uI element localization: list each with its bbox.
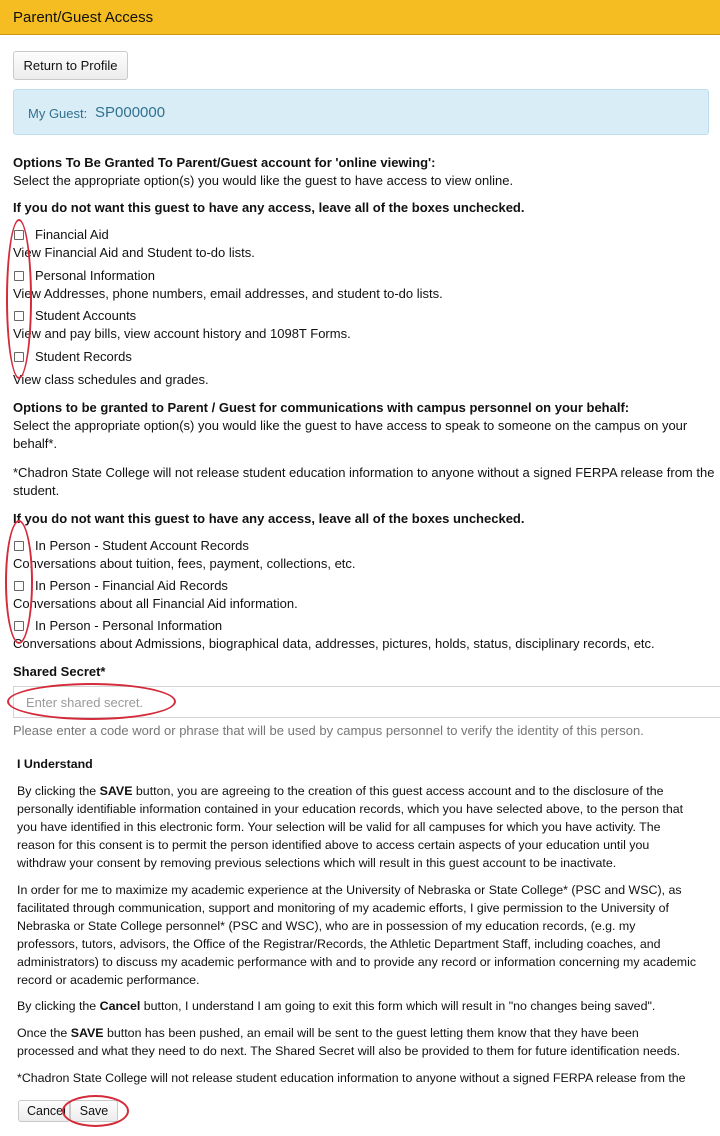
consent-line: reason for this consent is to permit the person identified above to access certain aspects of your education until you [17,838,650,852]
option-label-student-records: Student Records [35,349,132,364]
option-desc-student-account-records: Conversations about tuition, fees, payment, collections, etc. [13,556,356,571]
consent-line: Once the SAVE button has been pushed, an email will be sent to the guest letting them know that they have been [17,1026,639,1040]
option-label-personal-information-in-person: In Person - Personal Information [35,618,223,633]
page-header [0,0,720,35]
consent-line: withdraw your consent by removing previous selections which will result in this guest account to be inactivate. [17,856,617,870]
option-desc-financial-aid: View Financial Aid and Student to-do lists. [13,245,255,260]
checkbox-student-records[interactable] [14,352,24,362]
shared-secret-input[interactable] [13,686,720,718]
consent-line: *Chadron State College will not release student education information to anyone without a signed FERPA release from the [17,1071,686,1085]
option-label-personal-information: Personal Information [35,268,155,283]
save-button[interactable]: Save [70,1100,118,1122]
shared-secret-hint: Please enter a code word or phrase that will be used by campus personnel to verify the identity of this person. [13,723,644,738]
option-desc-personal-information: View Addresses, phone numbers, email addresses, and student to-do lists. [13,286,443,301]
consent-line: you have identified in this electronic form. Your selection will be valid for all campuses for which you have activity. The [17,820,661,834]
option-label-financial-aid: Financial Aid [35,227,109,242]
consent-line: Nebraska or State College personnel* (PSC and WSC), who are in possession of my education records, (e.g. my [17,919,636,933]
checkbox-financial-aid[interactable] [14,230,24,240]
option-desc-financial-aid-records: Conversations about all Financial Aid information. [13,596,298,611]
checkbox-student-accounts[interactable] [14,311,24,321]
return-to-profile-button[interactable]: Return to Profile [13,51,128,80]
comm-options-warning: If you do not want this guest to have any access, leave all of the boxes unchecked. [13,511,525,526]
ferpa-note-1: *Chadron State College will not release student education information to anyone without a signed FERPA release from the [13,465,715,480]
consent-line: By clicking the SAVE button, you are agreeing to the creation of this guest access account and to the disclosure of the [17,784,664,798]
consent-paragraph-3 [17,997,707,1015]
comm-options-subtext-2: behalf*. [13,436,58,451]
guest-label: My Guest: [28,106,88,121]
guest-info-box [13,89,709,135]
consent-line: By clicking the Cancel button, I understand I am going to exit this form which will result in "no changes being saved". [17,999,656,1013]
consent-line: professors, tutors, advisors, the Office of the Registrar/Records, the Athletic Department Staff, including coaches, and [17,937,661,951]
consent-line: processed and what they need to do next. The Shared Secret will also be provided to them for future identification needs. [17,1044,681,1058]
consent-paragraph-4 [17,1024,707,1060]
page-title: Parent/Guest Access [13,9,154,26]
option-desc-student-records: View class schedules and grades. [13,372,209,387]
consent-line: personally identifiable information contained in your education records, which you have selected above, to the person that [17,802,684,816]
consent-paragraph-5 [17,1069,707,1087]
consent-line: record or academic performance. [17,973,200,987]
ferpa-note-2: student. [13,483,60,498]
comm-options-heading: Options to be granted to Parent / Guest for communications with campus personnel on your behalf: [13,400,630,415]
consent-paragraph-2 [17,881,707,989]
consent-line: administrators) to discuss my academic performance with and to provide any record or information concerning my academic [17,955,697,969]
option-desc-student-accounts: View and pay bills, view account history and 1098T Forms. [13,326,351,341]
understand-heading: I Understand [17,757,93,771]
option-label-student-account-records: In Person - Student Account Records [35,538,249,553]
checkbox-student-account-records[interactable] [14,541,24,551]
checkbox-financial-aid-records[interactable] [14,581,24,591]
guest-id: SP000000 [95,104,166,121]
consent-line: In order for me to maximize my academic experience at the University of Nebraska or State College* (PSC and WSC), as [17,883,682,897]
online-options-heading: Options To Be Granted To Parent/Guest account for 'online viewing': [13,155,436,170]
consent-line: facilitated through communication, support and monitoring of my academic efforts, I give permission to the University of [17,901,669,915]
cancel-button[interactable]: Cancel [18,1100,70,1122]
shared-secret-label: Shared Secret* [13,664,106,679]
consent-paragraph-1 [17,782,707,872]
option-desc-personal-information-in-person: Conversations about Admissions, biographical data, addresses, pictures, holds, status, disciplinary records, etc. [13,636,655,651]
option-label-financial-aid-records: In Person - Financial Aid Records [35,578,228,593]
checkbox-personal-information-in-person[interactable] [14,621,24,631]
checkbox-personal-information[interactable] [14,271,24,281]
option-label-student-accounts: Student Accounts [35,308,137,323]
online-options-subtext: Select the appropriate option(s) you would like the guest to have access to view online. [13,173,514,188]
comm-options-subtext-1: Select the appropriate option(s) you would like the guest to have access to speak to someone on the campus on your [13,418,688,433]
online-options-warning: If you do not want this guest to have any access, leave all of the boxes unchecked. [13,200,525,215]
